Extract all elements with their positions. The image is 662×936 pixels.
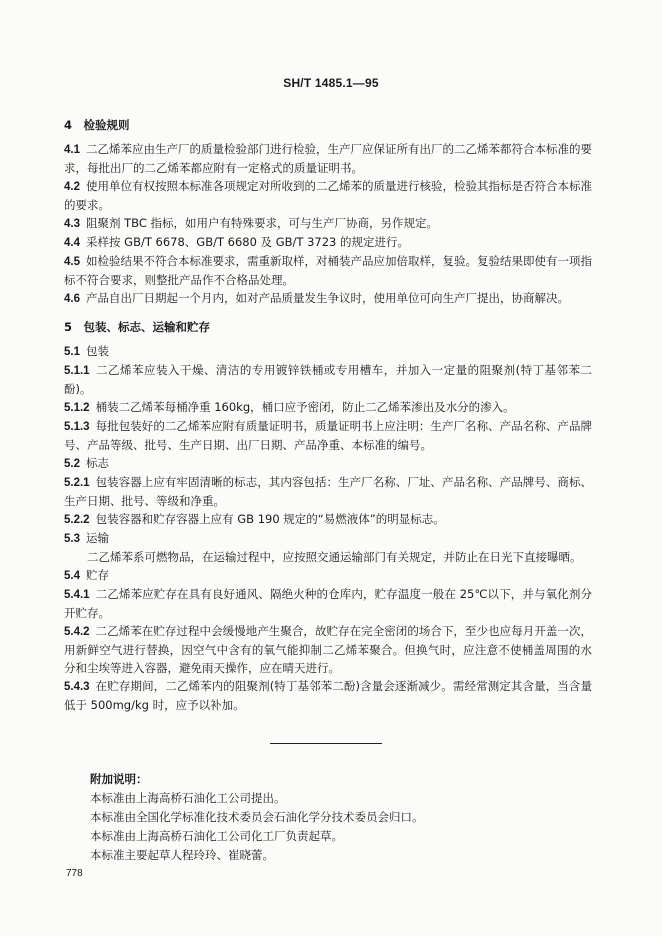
clause-number: 4.5 — [64, 256, 80, 268]
clause-5-1-3 — [64, 417, 592, 454]
clause-number: 4.1 — [64, 144, 80, 156]
clause-5-4-3 — [64, 677, 592, 714]
clause-number: 5.1.1 — [64, 365, 90, 377]
clause-4-2 — [64, 177, 592, 214]
clause-text: 在贮存期间，二乙烯苯内的阻聚剂(特丁基邻苯二酚)含量会逐渐减少。需经常测定其含量，当含量低于 500mg/kg 时，应予以补加。 — [64, 679, 592, 712]
clause-text: 二乙烯苯在贮存过程中会缓慢地产生聚合，故贮存在完全密闭的场合下，至少也应每月开盖一次，用新鲜空气进行替换，因空气中含有的氧气能抑制二乙烯苯聚合。但换气时，应注意不使桶盖周围的水分和尘埃等进入容器，避免雨天操作，应在晴天进行。 — [64, 624, 592, 675]
clause-5-2-1 — [64, 473, 592, 510]
clause-5-4 — [64, 566, 592, 585]
page-number: 778 — [66, 868, 83, 879]
clause-text: 采样按 GB/T 6678、GB/T 6680 及 GB/T 3723 的规定进行。 — [86, 235, 409, 249]
clause-text: 使用单位有权按照本标准各项规定对所收到的二乙烯苯的质量进行核验，检验其指标是否符合本标准的要求。 — [64, 179, 592, 212]
clause-5-1-2 — [64, 398, 592, 417]
clause-number: 5.1 — [64, 346, 80, 358]
clause-number: 5.2.1 — [64, 477, 90, 489]
clause-text: 二乙烯苯应装入干燥、清洁的专用镀锌铁桶或专用槽车，并加入一定量的阻聚剂(特丁基邻苯二酚)。 — [64, 363, 592, 396]
clause-text: 如检验结果不符合本标准要求，需重新取样，对桶装产品应加倍取样，复验。复验结果即使有一项指标不符合要求，则整批产品作不合格品处理。 — [64, 254, 592, 287]
clause-5-4-2 — [64, 622, 592, 677]
clause-5-1 — [64, 342, 592, 361]
clause-4-3 — [64, 214, 592, 233]
note-line: 本标准主要起草人程玲玲、崔晓蕾。 — [90, 848, 274, 862]
clause-text: 每批包装好的二乙烯苯应附有质量证明书，质量证明书上应注明：生产厂名称、产品名称、产品牌号、产品等级、批号、生产日期、出厂日期、产品净重、本标准的编号。 — [64, 419, 592, 452]
clause-text: 包装 — [86, 344, 109, 358]
clause-number: 5.4.1 — [64, 589, 90, 601]
clause-number: 4.6 — [64, 293, 80, 305]
clause-number: 5.2.2 — [64, 514, 90, 526]
clause-number: 5.1.3 — [64, 421, 90, 433]
clause-number: 4.2 — [64, 181, 80, 193]
clause-number: 5.4.2 — [64, 626, 90, 638]
clause-number: 4.3 — [64, 218, 80, 230]
section-4-title: 4 检验规则 — [64, 118, 130, 132]
note-line: 本标准由上海高桥石油化工公司提出。 — [90, 791, 286, 805]
clause-number: 5.2 — [64, 458, 80, 470]
clause-text: 二乙烯苯应贮存在具有良好通风、隔绝火种的仓库内，贮存温度一般在 25℃以下，并与氧化剂分开贮存。 — [64, 587, 592, 620]
clause-text: 包装容器上应有牢固清晰的标志，其内容包括：生产厂名称、厂址、产品名称、产品牌号、商标、生产日期、批号、等级和净重。 — [64, 475, 592, 508]
clause-number: 5.4 — [64, 570, 80, 582]
clause-text: 贮存 — [86, 568, 109, 582]
note-line: 本标准由上海高桥石油化工公司化工厂负责起草。 — [90, 829, 343, 843]
page-header-doc-code: SH/T 1485.1—95 — [283, 76, 379, 90]
clause-number: 5.1.2 — [64, 402, 90, 414]
clause-text: 包装容器和贮存容器上应有 GB 190 规定的“易燃液体”的明显标志。 — [95, 512, 445, 526]
clause-4-6 — [64, 289, 592, 308]
clause-4-5 — [64, 252, 592, 289]
note-line: 本标准由全国化学标准化技术委员会石油化学分技术委员会归口。 — [90, 810, 424, 824]
clause-text: 二乙烯苯应由生产厂的质量检验部门进行检验，生产厂应保证所有出厂的二乙烯苯都符合本标准的要求，每批出厂的二乙烯苯都应附有一定格式的质量证明书。 — [64, 142, 592, 175]
clause-5-3 — [64, 529, 592, 548]
clause-5-3-text: 二乙烯苯系可燃物品，在运输过程中，应按照交通运输部门有关规定，并防止在日光下直接曝晒。 — [87, 550, 582, 564]
clause-text: 标志 — [86, 456, 109, 470]
clause-5-4-1 — [64, 585, 592, 622]
clause-text: 阻聚剂 TBC 指标，如用户有特殊要求，可与生产厂协商，另作规定。 — [86, 216, 439, 230]
section-5-title: 5 包装、标志、运输和贮存 — [64, 320, 211, 334]
clause-number: 5.3 — [64, 533, 80, 545]
clause-number: 4.4 — [64, 237, 80, 249]
clause-4-4 — [64, 233, 592, 252]
main-content — [64, 116, 592, 714]
notes-title: 附加说明： — [90, 772, 148, 786]
clause-text: 运输 — [86, 531, 109, 545]
additional-notes — [90, 770, 424, 865]
clause-number: 5.4.3 — [64, 681, 90, 693]
clause-text: 桶装二乙烯苯每桶净重 160kg，桶口应予密闭，防止二乙烯苯渗出及水分的渗入。 — [95, 400, 515, 414]
clause-text: 产品自出厂日期起一个月内，如对产品质量发生争议时，使用单位可向生产厂提出，协商解决。 — [86, 291, 569, 305]
end-divider — [270, 743, 382, 744]
clause-5-1-1 — [64, 361, 592, 398]
clause-4-1 — [64, 140, 592, 177]
clause-5-2-2 — [64, 510, 592, 529]
clause-5-2 — [64, 454, 592, 473]
